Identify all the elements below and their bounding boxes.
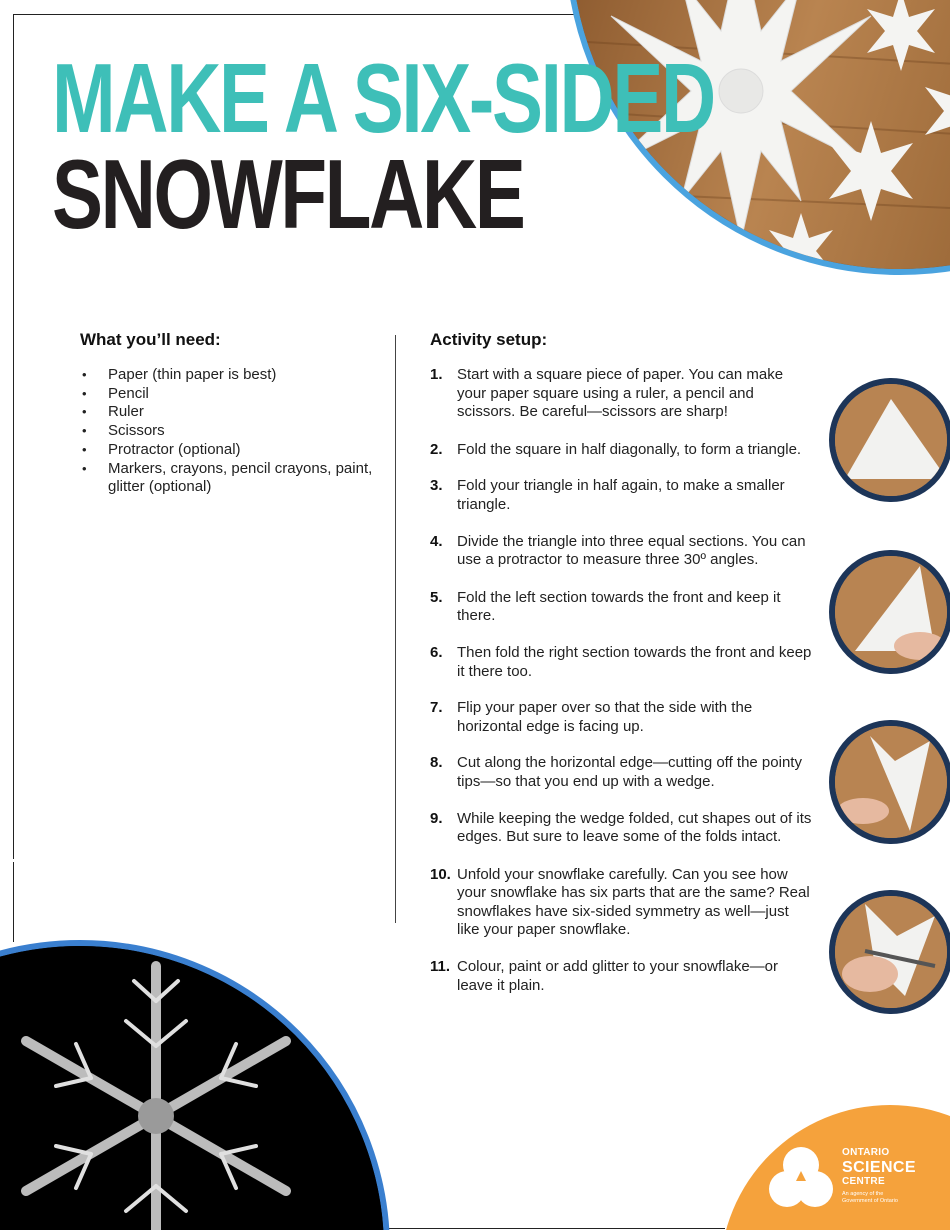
step-text: Fold the square in half diagonally, to form a triangle. (457, 440, 802, 458)
frame-bottom-line (360, 1228, 725, 1229)
setup-heading: Activity setup: (430, 330, 548, 349)
step-text: Cut along the horizontal edge—cutting off the pointy tips—so that you end up with a wedge. (457, 754, 802, 790)
step-number: 9. (430, 809, 443, 827)
step-item (430, 754, 815, 791)
osc-logo-icon (768, 1145, 834, 1211)
list-item: • Paper (thin paper is best) (80, 366, 380, 385)
step-item (430, 533, 815, 570)
step-number: 1. (430, 366, 443, 383)
list-item: • Markers, crayons, pencil crayons, paint, glitter (optional) (80, 460, 380, 497)
list-item: • Pencil (80, 385, 380, 404)
step-number: 11. (430, 958, 451, 976)
list-item: • Scissors (80, 422, 380, 441)
step-text: Flip your paper over so that the side with the horizontal edge is facing up. (457, 699, 753, 735)
materials-section (80, 330, 380, 497)
step-text: Then fold the right section towards the front and keep it there too. (457, 643, 812, 680)
step-item (430, 477, 815, 514)
list-item: • Protractor (optional) (80, 441, 380, 460)
step-text: Unfold your snowflake carefully. Can you see how your snowflake has six parts that are the same? Real snowflakes have six-sided symmetry as well—just like your paper snowflake. (457, 865, 810, 939)
frame-left-line (13, 14, 14, 859)
page-title (52, 43, 714, 250)
list-item: • Ruler (80, 403, 380, 422)
real-snowflake-photo (0, 940, 390, 1230)
step-item (430, 958, 815, 995)
frame-left-line-lower (13, 862, 14, 942)
osc-ontario-label: ONTARIO (842, 1147, 890, 1158)
step-item (430, 441, 815, 460)
step-text: Fold your triangle in half again, to make a smaller triangle. (457, 477, 785, 513)
step-number: 6. (430, 643, 443, 661)
cut-wedge-illustration (835, 726, 947, 838)
materials-heading: What you’ll need: (80, 330, 221, 349)
cut-shapes-illustration (835, 896, 947, 1008)
step-text: Start with a square piece of paper. You can make your paper square using a ruler, a pencil and scissors. Be careful—scissors are sharp! (457, 366, 784, 421)
column-divider (395, 335, 396, 923)
step-item (430, 366, 815, 422)
step-number: 4. (430, 532, 443, 550)
fold-sections-photo (829, 550, 950, 674)
step-item (430, 589, 815, 626)
real-snowflake-illustration (0, 946, 390, 1230)
step-number: 3. (430, 477, 443, 495)
materials-list (80, 366, 380, 497)
fold-triangle-photo (829, 378, 950, 502)
step-number: 2. (430, 440, 443, 458)
step-text: While keeping the wedge folded, cut shapes out of its edges. But sure to leave some of the folds intact. (457, 809, 812, 846)
step-number: 7. (430, 699, 443, 717)
setup-steps (430, 366, 815, 995)
cut-wedge-photo (829, 720, 950, 844)
title-line-2: SNOWFLAKE (52, 139, 524, 250)
setup-section (430, 330, 815, 995)
step-item (430, 644, 815, 681)
osc-centre-label: CENTRE (842, 1176, 885, 1187)
cut-shapes-photo (829, 890, 950, 1014)
step-text: Fold the left section towards the front and keep it there. (457, 588, 781, 625)
step-text: Divide the triangle into three equal sections. You can use a protractor to measure three 30º angles. (457, 532, 806, 569)
step-text: Colour, paint or add glitter to your snowflake—or leave it plain. (457, 958, 778, 994)
step-item (430, 810, 815, 847)
step-item (430, 866, 815, 940)
osc-agency-label: An agency of the Government of Ontario (842, 1191, 898, 1204)
step-number: 10. (430, 865, 451, 883)
step-number: 5. (430, 588, 443, 606)
fold-sections-illustration (835, 556, 947, 668)
step-number: 8. (430, 754, 443, 772)
fold-triangle-illustration (835, 384, 947, 496)
step-item (430, 699, 815, 736)
osc-logo-text (842, 1147, 916, 1205)
title-line-1: MAKE A SIX-SIDED (52, 43, 714, 153)
osc-science-label: SCIENCE (842, 1159, 916, 1176)
frame-top-line (14, 14, 574, 15)
